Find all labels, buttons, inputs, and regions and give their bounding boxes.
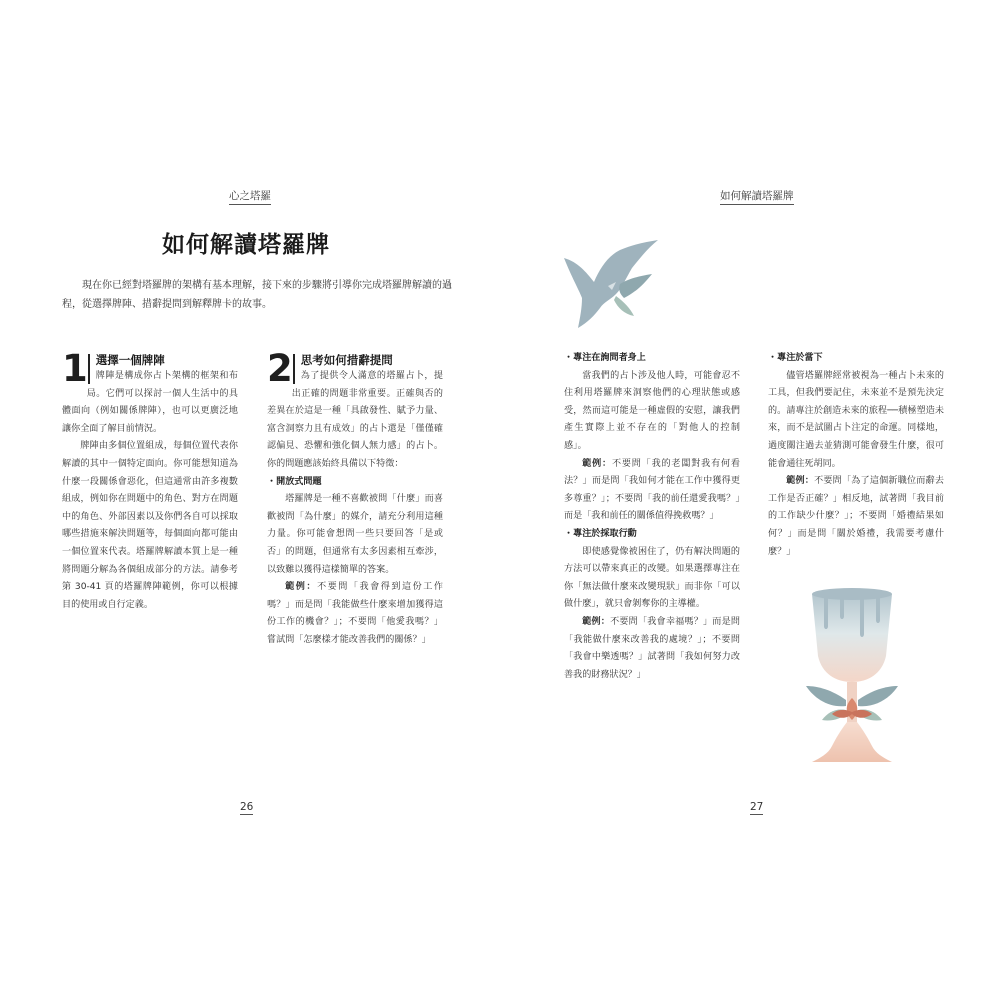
- example-label: 範例：: [582, 616, 611, 627]
- section-paragraph: 塔羅牌是一種不喜歡被問「什麼」而喜歡被問「為什麼」的媒介，請充分利用這種力量。你可能會想問一些只要回答「是或否」的問題，但通常有太多因素相互牽涉，以致難以獲得這樣簡單的答案。: [267, 494, 443, 575]
- running-head: 如何解讀塔羅牌: [720, 188, 794, 205]
- section-divider: [88, 354, 90, 384]
- example-text: 不要問「為了這個新職位而辭去工作是否正確？」相反地，試著問「我目前的工作缺少什麼？」；不要問「婚禮結果如何？」而是問「關於婚禮，我需要考慮什麼？」: [768, 476, 944, 557]
- drip-shape: [876, 598, 880, 623]
- section-select-spread: [62, 347, 238, 614]
- example-text: 不要問「我會幸福嗎？」而是問「我能做什麼來改善我的處境？」；不要問「我會中樂透嗎？」試著問「我如何努力改善我的財務狀況？」: [564, 616, 740, 680]
- leaf-shape: [858, 686, 898, 706]
- page-number: 26: [240, 801, 254, 813]
- section-title: 思考如何措辭提問: [300, 353, 393, 367]
- right-column-2: [768, 350, 944, 561]
- example-paragraph: [768, 473, 944, 561]
- bullet-paragraph: 即使感覺像被困住了，仍有解決問題的方法可以帶來真正的改變。如果選擇專注在你「無法做什麼來改變現狀」而非你「可以做什麼」，就只會剝奪你的主導權。: [564, 546, 740, 610]
- example-paragraph: [267, 579, 443, 649]
- example-text: 不要問「我的老闆對我有何看法？」而是問「我如何才能在工作中獲得更多尊重？」；不要問「我的前任還愛我嗎？」而是「我和前任的關係值得挽救嗎？」: [564, 458, 740, 522]
- example-label: 範例：: [786, 476, 815, 487]
- section-phrase-question: [267, 347, 443, 650]
- example-label: 範例：: [285, 582, 318, 593]
- bullet-heading: ・專注於採取行動: [564, 528, 637, 539]
- example-label: 範例：: [582, 458, 612, 469]
- bullet-heading: ・專注於當下: [768, 353, 823, 363]
- chalice-base-shape: [812, 722, 892, 762]
- bullet-heading: ・專注在詢問者身上: [564, 353, 646, 363]
- section-title: 選擇一個牌陣: [95, 353, 165, 367]
- chapter-title: 如何解讀塔羅牌: [162, 232, 330, 258]
- section-number: 2: [267, 347, 291, 390]
- intro-paragraph: 現在你已經對塔羅牌的架構有基本理解，接下來的步驟將引導你完成塔羅牌解讀的過程，從選擇牌陣、措辭提問到解釋牌卡的故事。: [62, 280, 452, 310]
- example-paragraph: [564, 614, 740, 684]
- bullet-paragraph: 當我們的占卜涉及他人時，可能會忍不住利用塔羅牌來洞察他們的心理狀態或感受，然而這可能是一種虛假的安慰，讓我們產生實際上並不存在的「對他人的控制感」。: [564, 370, 740, 451]
- drip-shape: [860, 598, 864, 637]
- page-number: 27: [750, 801, 764, 813]
- section-divider: [293, 354, 295, 384]
- right-column-1: [564, 350, 740, 684]
- chalice-illustration: [802, 586, 902, 772]
- leaf-shape: [806, 686, 846, 706]
- running-head: 心之塔羅: [229, 188, 271, 205]
- drip-shape: [824, 598, 828, 629]
- leaf-shape: [614, 296, 634, 316]
- right-page: [500, 0, 1000, 1000]
- example-paragraph: [564, 456, 740, 526]
- section-paragraph: 為了提供令人滿意的塔羅占卜，提出正確的問題非常重要。正確與否的差異在於這是一種「具啟發性、賦予力量、富含洞察力且有成效」的占卜還是「僅僅確認偏見、恐懼和強化個人無力感」的占卜。你的問題應該始終具備以下特徵：: [267, 371, 443, 469]
- section-paragraph: 牌陣是構成你占卜架構的框架和布局。它們可以探討一個人生活中的具體面向（例如關係牌陣），也可以更廣泛地讓你全面了解目前情況。: [62, 371, 238, 434]
- bullet-heading: ・開放式問題: [267, 476, 322, 487]
- bird-illustration: [560, 238, 662, 330]
- section-paragraph: 牌陣由多個位置組成，每個位置代表你解讀的其中一個特定面向。你可能想知道為什麼一段關係會惡化，但這通常由許多複數組成，例如你在問題中的角色、對方在問題中的角色、外部因素以及你們各自可以採取哪些措施來解決問題等，每個面向都可能由一個位置來代表。塔羅牌解讀本質上是一種將問題分解為各個組成部分的方法。請參考第 30-41 頁的塔羅牌陣範例，你可以根據目的使用或自行定義。: [62, 441, 238, 610]
- bullet-paragraph: 儘管塔羅牌經常被視為一種占卜未來的工具，但我們要記住，未來並不是預先決定的。請專注於創造未來的旅程──積極塑造未來，而不是試圖占卜注定的命運。同樣地，過度關注過去並猜測可能會發生什麼，很可能會通往死胡同。: [768, 370, 944, 469]
- bird-body-shape: [564, 240, 658, 328]
- example-text: 不要問「我會得到這份工作嗎？」而是問「我能做些什麼來增加獲得這份工作的機會？」；不要問「他愛我嗎？」嘗試問「怎麼樣才能改善我們的關係？」: [267, 582, 443, 645]
- drip-shape: [840, 598, 844, 619]
- section-number: 1: [62, 347, 86, 390]
